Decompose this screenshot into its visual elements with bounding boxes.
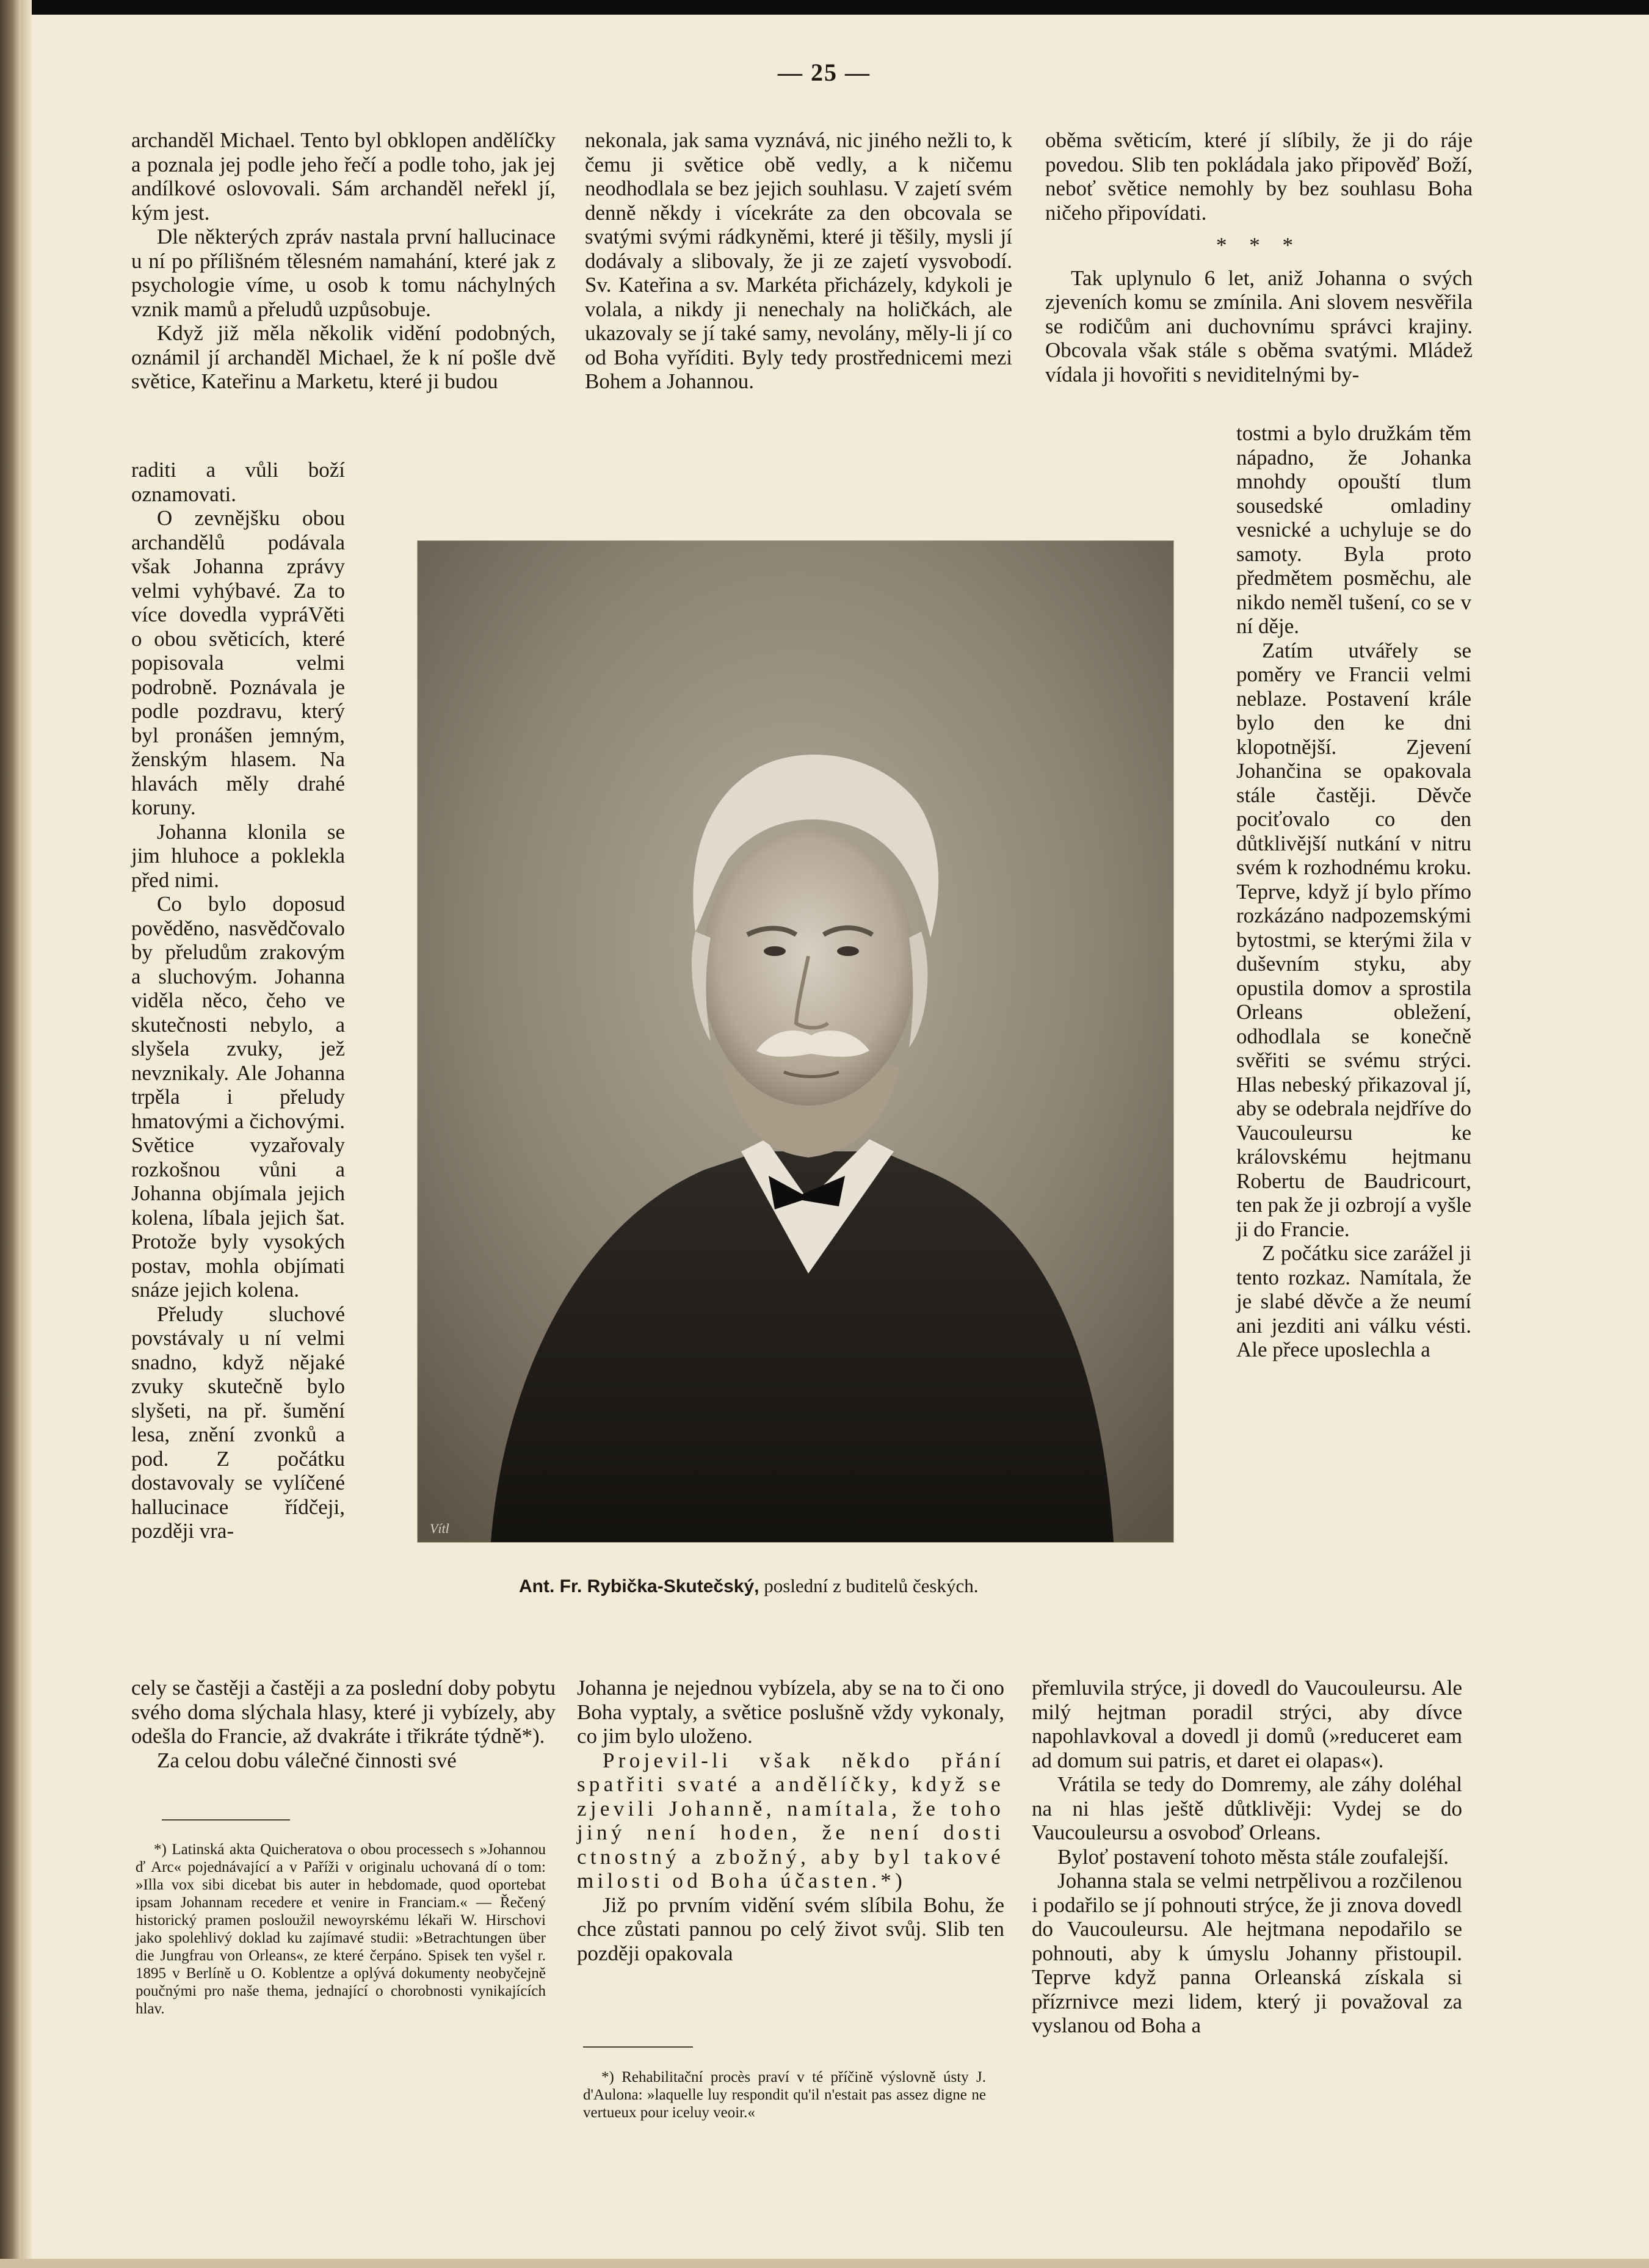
- footnote-rule: [583, 2046, 693, 2048]
- scan-bottom-border: [0, 2259, 1649, 2268]
- paragraph: Dle některých zpráv nastala první hallucinace u ní po přílišném tělesném namahání, které jak z psychologie víme, u osob k tomu náchylných vznik mamů a přeludů uzpůsobuje.: [131, 225, 556, 321]
- paragraph: Z počátku sice zarážel ji tento rozkaz. Namítala, že je slabé děvče a že neumí ani jezditi ani válku vésti. Ale přece uposlechla a: [1236, 1241, 1471, 1361]
- column-2-top: [585, 128, 1012, 394]
- scan-top-border: [0, 0, 1649, 15]
- paragraph: Přeludy sluchové povstávaly u ní velmi snadno, když nějaké zvuky skutečně bylo slyšeti, na př. šumění lesa, znění zvonků a pod. Z počátku dostavovaly se vylíčené hallucinace řídčeji, později vra-: [131, 1302, 345, 1543]
- page-number: — 25 —: [778, 59, 871, 86]
- book-spine-shadow: [0, 0, 21, 2268]
- footnote-text: *) Rehabilitační procès praví v té příčině výslovně ústy J. d'Aulona: »laquelle luy respondit qu'il n'estait pas assez digne ne vertueux pour iceluy veoir.«: [583, 2069, 986, 2121]
- paragraph: Zatím utvářely se poměry ve Francii velmi neblaze. Postavení krále bylo den ke dni klopotnější. Zjevení Johančina se opakovala stále častěji. Děvče pociťovalo co den důtklivější nutkání v nitru svém k rozhodnému kroku. Teprve, když jí bylo přímo rozkázáno nadpozemskými bytostmi, se kterými žila v duševním styku, aby opustila domov a sprostila Orleans obležení, odhodlala se konečně svěřiti se svému strýci. Hlas nebeský přikazoval jí, aby se odebrala nejdříve do Vaucouleursu ke královskému hejtmanu Robertu de Baudricourt, ten pak že ji ozbrojí a vyšle ji do Francie.: [1236, 638, 1471, 1241]
- paragraph: Johanna stala se velmi netrpělivou a rozčilenou i podařilo se jí pohnouti strýce, že ji znova dovedl do Vaucouleursu. Ale hejtmana nepodařilo se pohnouti, aby k úmyslu Johanny přistoupil. Teprve když panna Orleanská získala si přízrnivce mezi lidem, který ji považoval za vyslanou od Boha a: [1032, 1869, 1462, 2037]
- portrait-illustration: [418, 541, 1173, 1542]
- column-1-narrow: [131, 458, 345, 1543]
- paragraph: Tak uplynulo 6 let, aniž Johanna o svých zjeveních komu se zmínila. Ani slovem nesvěřila se rodičům ani duchovnímu správci krajiny. Obcovala však stále s oběma svatými. Mládež vídala ji hovořiti s neviditelnými by-: [1045, 266, 1473, 386]
- portrait-photo: [417, 540, 1174, 1543]
- paragraph: Byloť postavení tohoto města stále zoufalejší.: [1057, 1844, 1449, 1869]
- page-fold: [21, 0, 32, 2268]
- section-separator: * * *: [1216, 233, 1302, 257]
- footnote-2: [583, 2068, 986, 2121]
- paragraph: tostmi a bylo družkám těm nápadno, že Johanka mnohdy opouští tlum sousedské omladiny vesnické a uchyluje se do samoty. Byla proto předmětem posměchu, ale nikdo neměl tušení, co se v ní děje.: [1236, 421, 1471, 638]
- paragraph: Když již měla několik vidění podobných, oznámil jí archanděl Michael, že k ní pošle dvě světice, Kateřinu a Marketu, které ji budou: [131, 321, 556, 393]
- column-3-top: [1045, 128, 1473, 386]
- caption-name: Ant. Fr. Rybička-Skutečský,: [519, 1576, 759, 1596]
- paragraph: Za celou dobu válečné činnosti své: [157, 1748, 457, 1772]
- column-3-bottom: [1032, 1676, 1462, 2038]
- paragraph: nekonala, jak sama vyznává, nic jiného nežli to, k čemu ji světice obě vedly, a k ničemu neodhodlala se bez jejich souhlasu. V zajetí svém denně někdy i vícekráte za den obcovala se svatými svými rádkyněmi, které ji těšily, mysli jí dodávaly a slibovaly, že ji ze zajetí vysvobodí. Sv. Kateřina a sv. Markéta přicházely, kdykoli je volala, a nikdy ji nenechaly na holičkách, ale ukazovaly se jí také samy, nevolány, měly-li jí co od Boha vyříditi. Byly tedy prostřednicemi mezi Bohem a Johannou.: [585, 128, 1012, 393]
- paragraph: Co bylo doposud pověděno, nasvědčovalo by přeludům zrakovým a sluchovým. Johanna viděla něco, čeho ve skutečnosti nebylo, a slyšela zvuky, jež nevznikaly. Ale Johanna trpěla i přeludy hmatovými a čichovými. Světice vyzařovaly rozkošnou vůni a Johanna objímala jejich kolena, líbala jejich šat. Protože byly vysokých postav, mohla objímati snáze jejich kolena.: [131, 892, 345, 1302]
- paragraph: přemluvila strýce, ji dovedl do Vaucouleursu. Ale milý hejtman poradil strýci, aby dívce napohlavkoval a dovedl ji domů (»reduceret eam ad domum sui patris, et daret ei olapas«).: [1032, 1676, 1462, 1772]
- caption-text: poslední z buditelů českých.: [759, 1575, 979, 1596]
- paragraph: oběma světicím, které jí slíbily, že ji do ráje povedou. Slib ten pokládala jako připověď Boží, neboť světice nemohly by bez souhlasu Boha ničeho připovídati.: [1045, 128, 1473, 225]
- spaced-paragraph: Projevil-li však někdo přání spatřiti svaté a andělíčky, když se zjevili Johanně, namítala, že toho jiný není hoden, že není dosti ctnostný a zbožný, aby byl takové milosti od Boha účasten.*): [577, 1748, 1004, 1893]
- figure-caption: [519, 1575, 1117, 1597]
- column-2-bottom: [577, 1676, 1004, 1965]
- paragraph: Již po prvním vidění svém slíbila Bohu, že chce zůstati pannou po celý život svůj. Slib ten později opakovala: [577, 1893, 1004, 1965]
- paragraph: raditi a vůli boží oznamovati.: [131, 458, 345, 506]
- column-1-top: [131, 128, 556, 394]
- paragraph: Johanna je nejednou vybízela, aby se na to či ono Boha vyptaly, a světice poslušně vždy vykonaly, co jim bylo uloženo.: [577, 1676, 1004, 1748]
- paragraph: Johanna klonila se jim hluhoce a poklekla před nimi.: [131, 819, 345, 892]
- column-1-bottom: [131, 1676, 556, 1772]
- paragraph: archanděl Michael. Tento byl obklopen andělíčky a poznala jej podle jeho řečí a podle toho, jak jej andílkové oslovovali. Sám archanděl neřekl jí, kým jest.: [131, 128, 556, 225]
- column-3-narrow: [1236, 421, 1471, 1362]
- paragraph: Vrátila se tedy do Domremy, ale záhy doléhal na ni hlas ještě důtklivěji: Vydej se do Vaucouleursu a osvoboď Orleans.: [1032, 1772, 1462, 1844]
- paragraph: O zevnějšku obou archandělů podávala však Johanna zprávy velmi vyhýbavé. Za to více dovedla vypráVěti o obou světicích, které popisovala velmi podrobně. Poznávala je podle pozdravu, který byl pronášen jemným, ženským hlasem. Na hlavách měly drahé koruny.: [131, 506, 345, 819]
- footnote-1: [136, 1841, 546, 2018]
- footnote-text: *) Latinská akta Quicheratova o obou processech s »Johannou ď Arc« pojednávající a v Paříži v originalu uchovaná dí o tom: »Illa vox sibi dicebat bis auter in hebdomade, quod oportebat ipsam Johannam recedere et venire in Franciam.« — Řečený historický pramen posloužil newoyrskému lékaři W. Hirschovi jako spolehlivý doklad ku zajímavé studii: »Betrachtungen über die Jungfrau von Orleans«, ze které čerpáno. Spisek ten vyšel r. 1895 v Berlíně u O. Koblentze a oplývá dokumenty neobyčejně poučnými pro naše thema, jednající o chorobnosti vynikajících hlav.: [136, 1841, 546, 2017]
- paragraph: cely se častěji a častěji a za poslední doby pobytu svého doma slýchala hlasy, které ji vybízely, aby odešla do Francie, až dvakráte i třikráte týdně*).: [131, 1676, 556, 1748]
- footnote-rule: [162, 1819, 290, 1821]
- photo-signature: Vítl: [430, 1521, 449, 1536]
